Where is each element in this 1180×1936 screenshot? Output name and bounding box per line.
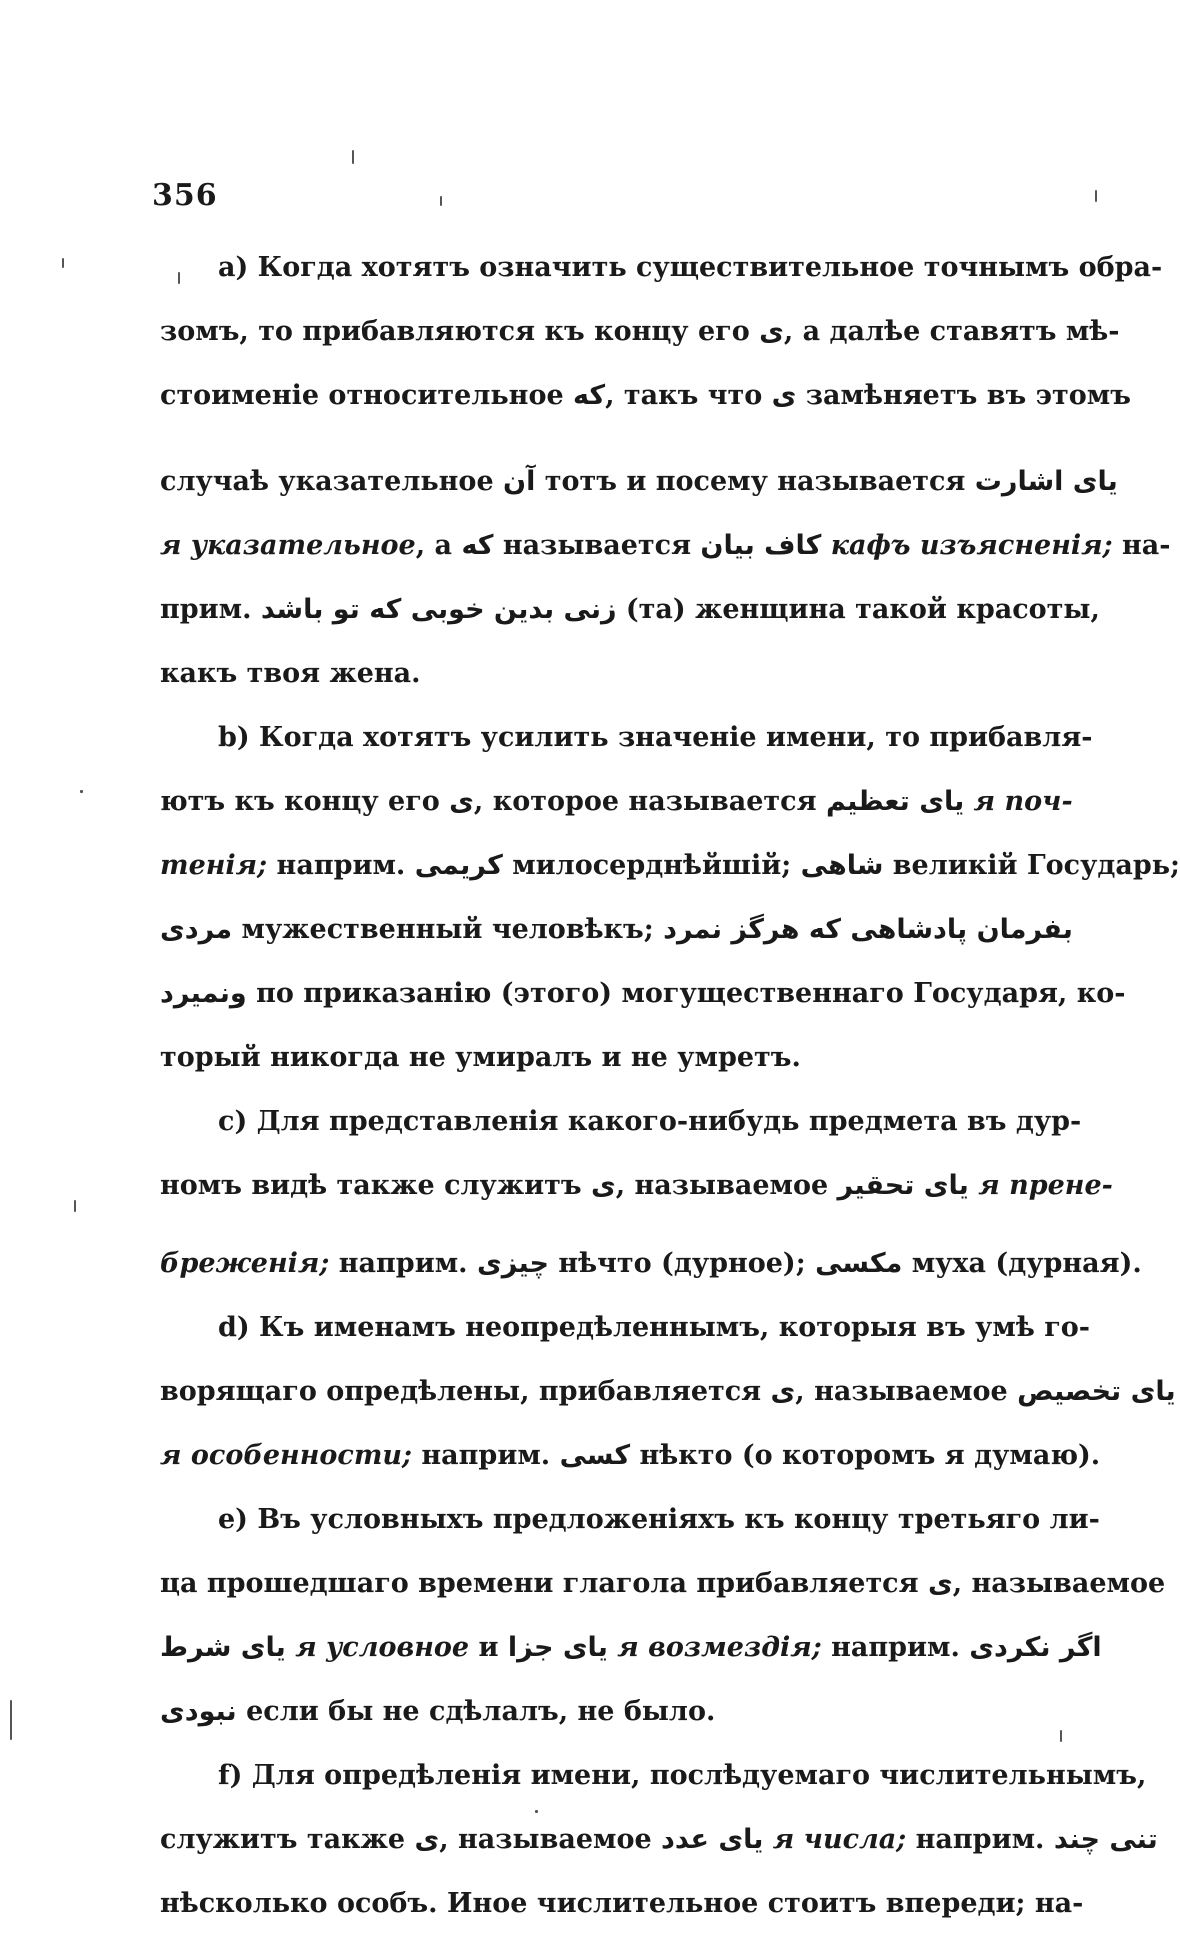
text-line-a7 (160, 642, 1056, 706)
text-segment: наприм. (906, 1824, 1054, 1855)
text-line-b6 (160, 1026, 1056, 1090)
text-segment: если бы не сдѣлалъ, не было. (236, 1696, 716, 1727)
italic-term: я возмездія; (617, 1632, 822, 1663)
text-segment: c) Для представленія какого-нибудь предмета въ дур- (218, 1106, 1082, 1137)
persian-word: شاهی (800, 850, 884, 881)
text-line-f2 (160, 1808, 1158, 1872)
text-segment: мужественный человѣкъ; (232, 914, 664, 945)
text-segment: нѣсколько особъ. Иное числительное стоитъ впереди; на- (160, 1888, 1084, 1919)
italic-term: бреженія; (160, 1248, 330, 1279)
text-segment: милосерднѣйшій; (502, 850, 801, 881)
text-segment (608, 1632, 617, 1663)
text-segment: e) Въ условныхъ предложеніяхъ къ концу третьяго ли- (218, 1504, 1100, 1535)
text-segment: прим. (160, 594, 261, 625)
persian-word: ى (449, 786, 474, 817)
text-line-a4 (160, 450, 1118, 514)
text-segment (821, 530, 830, 561)
page-number: 356 (152, 178, 218, 213)
persian-word: كاف بیان (700, 530, 822, 561)
text-segment: на- (1112, 530, 1171, 561)
persian-word: یای تخصیص (1017, 1376, 1176, 1407)
text-line-a1 (160, 236, 1163, 300)
text-segment: a) Когда хотятъ означить существительное точнымъ обра- (218, 252, 1163, 283)
persian-word: كه (573, 380, 606, 411)
text-line-b1 (160, 706, 1093, 770)
persian-word: ى (414, 1824, 440, 1855)
text-segment: , называемое (952, 1568, 1166, 1599)
persian-word: ى (770, 1376, 796, 1407)
scan-speck (1060, 1730, 1062, 1742)
text-line-b5 (160, 962, 1126, 1026)
scan-speck (62, 258, 64, 268)
text-segment: , называемое (795, 1376, 1018, 1407)
italic-term: я числа; (772, 1824, 907, 1855)
persian-word: چیزی (476, 1248, 549, 1279)
text-segment: , называемое (439, 1824, 662, 1855)
text-segment: наприм. (821, 1632, 970, 1663)
text-segment: называется (493, 530, 701, 561)
persian-word: ى (927, 1568, 953, 1599)
text-segment: наприм. (267, 850, 415, 881)
text-segment: номъ видѣ также служитъ (160, 1170, 591, 1201)
italic-term: кафъ изъясненія; (830, 530, 1113, 561)
text-segment: стоименіе относительное (160, 380, 574, 411)
text-segment: и (469, 1632, 508, 1663)
text-segment: , такъ что (605, 380, 772, 411)
scan-speck (80, 790, 83, 793)
text-line-e4 (160, 1680, 1056, 1744)
italic-term: я поч- (973, 786, 1073, 817)
scan-speck (10, 1700, 12, 1740)
scan-speck (74, 1200, 76, 1212)
text-line-a3 (160, 364, 1131, 428)
text-segment: нѣчто (дурное); (549, 1248, 816, 1279)
persian-word: کریمی (414, 850, 503, 881)
text-line-e3 (160, 1616, 1102, 1680)
text-line-b3 (160, 834, 1180, 898)
text-segment: ворящаго опредѣлены, прибавляется (160, 1376, 771, 1407)
text-segment: , которое называется (473, 786, 826, 817)
persian-word: یای اشارت (974, 466, 1118, 497)
persian-word: یای عدد (661, 1824, 764, 1855)
text-segment: b) Когда хотятъ усилить значеніе имени, то прибавля- (218, 722, 1093, 753)
text-line-f3 (160, 1872, 1084, 1936)
text-segment: муха (дурная). (902, 1248, 1142, 1279)
text-segment: , а далѣе ставятъ мѣ- (783, 316, 1120, 347)
italic-term: тенія; (160, 850, 268, 881)
text-segment: ца прошедшаго времени глагола прибавляется (160, 1568, 928, 1599)
text-segment: торый никогда не умиралъ и не умретъ. (160, 1042, 801, 1073)
italic-term: я прене- (978, 1170, 1113, 1201)
text-line-c2 (160, 1154, 1113, 1218)
body-text (160, 236, 1180, 1936)
text-line-f1 (160, 1744, 1147, 1808)
persian-word: اگر نکردی (969, 1632, 1102, 1663)
text-segment: (та) женщина такой красоты, (616, 594, 1100, 625)
persian-word: مردی (160, 914, 233, 945)
text-segment: зомъ, то прибавляются къ концу его (160, 316, 760, 347)
text-segment: служитъ также (160, 1824, 415, 1855)
persian-word: ونمیرد (160, 978, 247, 1009)
persian-word: تنی چند (1053, 1824, 1158, 1855)
text-line-d1 (160, 1296, 1091, 1360)
scan-speck (440, 196, 442, 206)
persian-word: یای جزا (507, 1632, 608, 1663)
text-segment: , а (415, 530, 462, 561)
text-segment (964, 786, 973, 817)
text-segment: тотъ и посему называется (535, 466, 975, 497)
persian-word: یای شرط (160, 1632, 286, 1663)
scan-speck (1095, 190, 1097, 202)
text-segment (286, 1632, 295, 1663)
text-line-d3 (160, 1424, 1101, 1488)
persian-word: مکسی (815, 1248, 903, 1279)
text-segment: великій Государь; (883, 850, 1180, 881)
persian-word: ى (759, 316, 784, 347)
text-line-c3 (160, 1232, 1142, 1296)
text-segment (763, 1824, 772, 1855)
text-line-a6 (160, 578, 1100, 642)
text-segment: наприм. (412, 1440, 560, 1471)
text-line-e2 (160, 1552, 1166, 1616)
text-segment: случаѣ указательное (160, 466, 504, 497)
text-line-b2 (160, 770, 1073, 834)
italic-term: я условное (295, 1632, 470, 1663)
text-line-a5 (160, 514, 1171, 578)
text-segment: замѣняетъ въ этомъ (796, 380, 1131, 411)
text-segment: по приказанію (этого) могущественнаго Государя, ко- (246, 978, 1126, 1009)
persian-word: کسی (559, 1440, 631, 1471)
text-segment: какъ твоя жена. (160, 658, 421, 689)
text-line-e1 (160, 1488, 1100, 1552)
persian-word: ى (771, 380, 797, 411)
persian-word: زنی بدین خوبی که تو باشد (260, 594, 617, 625)
scan-speck (535, 1810, 538, 1813)
persian-word: یای تحقیر (837, 1170, 969, 1201)
persian-word: بفرمان پادشاهی که هرگز نمرد (663, 914, 1073, 945)
text-line-c1 (160, 1090, 1082, 1154)
scan-speck (178, 272, 180, 284)
persian-word: كه (461, 530, 494, 561)
text-segment: наприм. (329, 1248, 477, 1279)
text-line-a2 (160, 300, 1120, 364)
text-segment: , называемое (615, 1170, 838, 1201)
italic-term: я особенности; (160, 1440, 413, 1471)
text-segment: ютъ къ концу его (160, 786, 450, 817)
text-line-b4 (160, 898, 1073, 962)
text-segment: d) Къ именамъ неопредѣленнымъ, которыя въ умѣ го- (218, 1312, 1091, 1343)
persian-word: یای تعظیم (825, 786, 965, 817)
persian-word: ى (590, 1170, 616, 1201)
scan-speck (352, 150, 354, 164)
persian-word: آن (503, 466, 536, 497)
text-segment: f) Для опредѣленія имени, послѣдуемаго числительнымъ, (218, 1760, 1147, 1791)
text-line-d2 (160, 1360, 1176, 1424)
text-segment (969, 1170, 978, 1201)
text-segment: нѣкто (о которомъ я думаю). (630, 1440, 1101, 1471)
persian-word: نبودی (160, 1696, 237, 1727)
italic-term: я указательное (160, 530, 416, 561)
